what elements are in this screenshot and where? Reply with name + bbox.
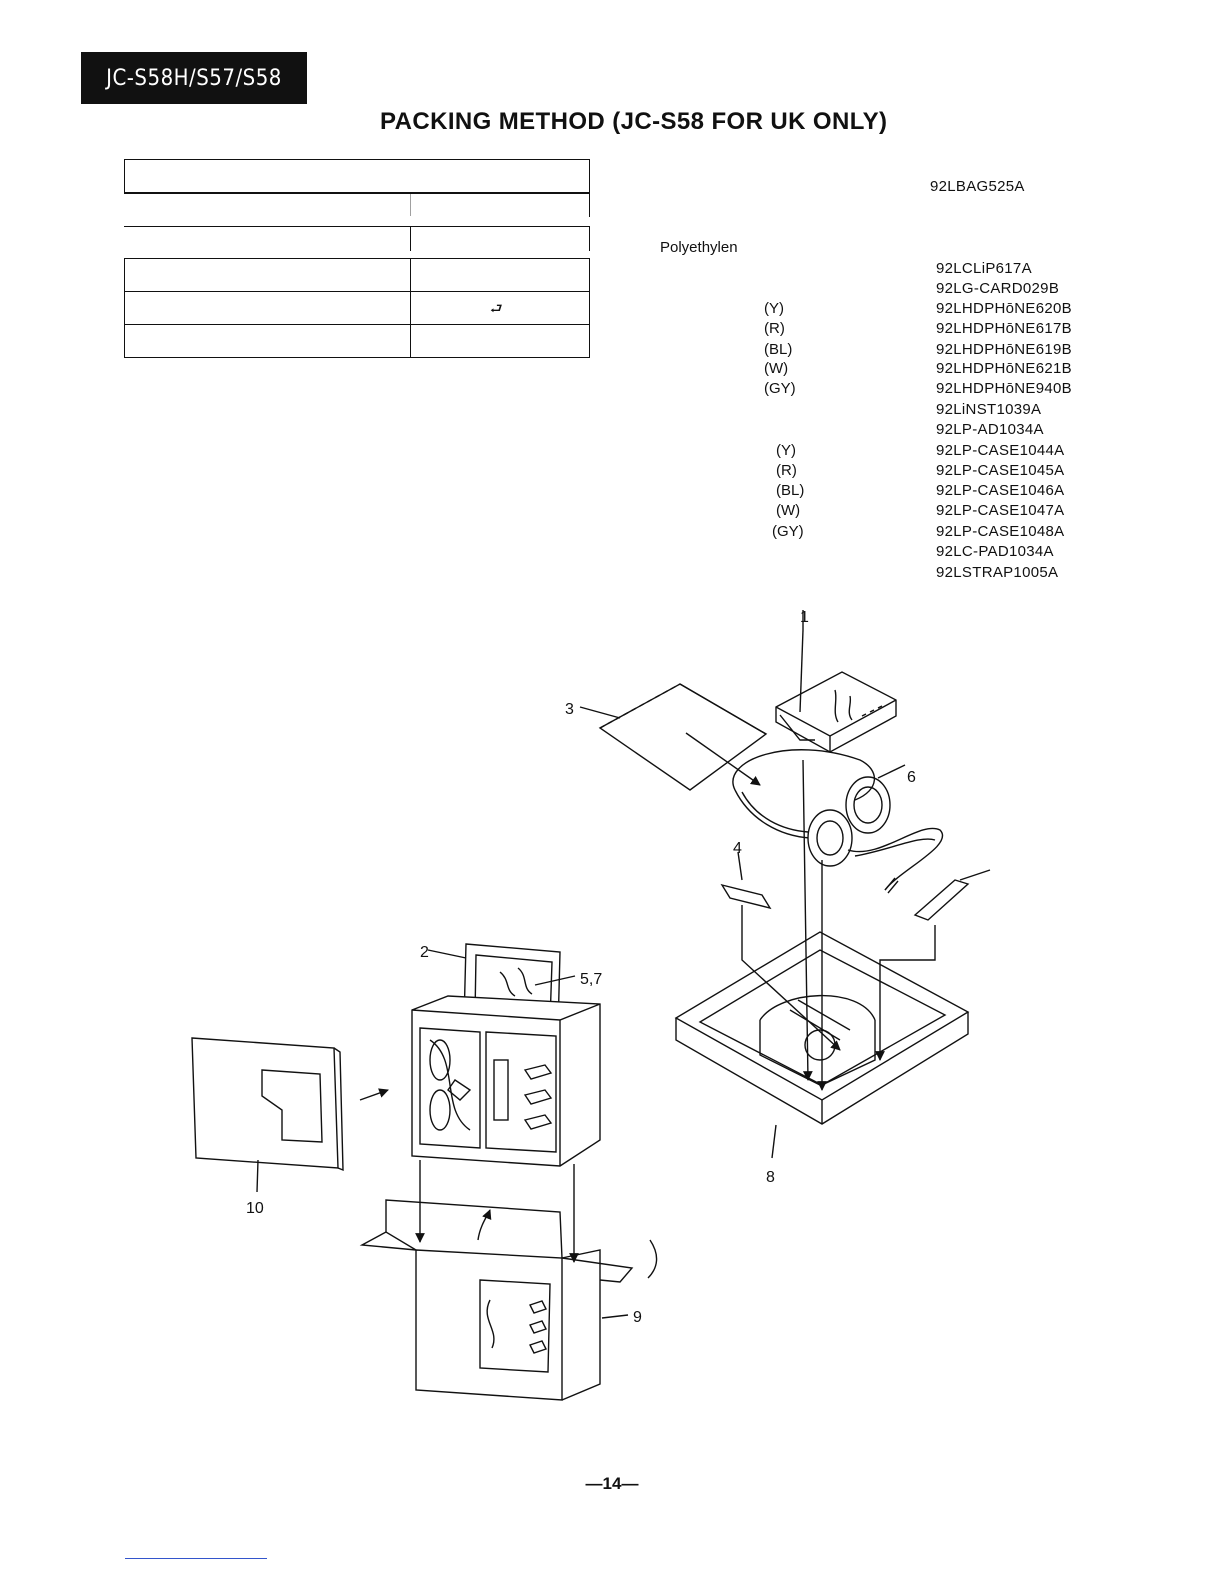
callout-10: 10 xyxy=(246,1200,264,1217)
part-number: 92LHDPHōNE621B xyxy=(936,360,1072,377)
color-code: (R) xyxy=(776,462,797,479)
part-number: 92LCLiP617A xyxy=(936,260,1032,277)
sleeve-drawing xyxy=(192,1038,343,1170)
callout-2: 2 xyxy=(420,944,429,961)
part-number: 92LBAG525A xyxy=(930,178,1025,195)
polyethylene-label: Polyethylen xyxy=(660,239,738,256)
part-number: 92LP-CASE1047A xyxy=(936,502,1065,519)
model-badge: JC-S58H/S57/S58 xyxy=(81,52,307,104)
callout-8: 8 xyxy=(766,1169,775,1186)
part-number: 92LHDPHōNE620B xyxy=(936,300,1072,317)
callout-5-7: 5,7 xyxy=(580,971,603,988)
color-code: (BL) xyxy=(776,482,805,499)
part-number: 92LHDPHōNE617B xyxy=(936,320,1072,337)
page-title: PACKING METHOD (JC-S58 FOR UK ONLY) xyxy=(380,108,888,135)
part-number: 92LiNST1039A xyxy=(936,401,1042,418)
part-number: 92LHDPHōNE940B xyxy=(936,380,1072,397)
return-arrow-icon: ⮐ xyxy=(490,300,503,316)
part-number: 92LP-CASE1046A xyxy=(936,482,1065,499)
footer-link-line xyxy=(125,1558,267,1559)
set-unit-drawing xyxy=(776,672,896,752)
color-code: (BL) xyxy=(764,341,793,358)
part-number: 92LP-CASE1048A xyxy=(936,523,1065,540)
adapter-drawing xyxy=(915,880,968,920)
display-package-drawing xyxy=(412,996,600,1166)
color-code: (R) xyxy=(764,320,785,337)
callout-9: 9 xyxy=(633,1309,642,1326)
callout-4: 4 xyxy=(733,840,742,857)
color-code: (GY) xyxy=(772,523,804,540)
color-code: (Y) xyxy=(764,300,784,317)
clip-drawing xyxy=(722,885,770,908)
callout-3: 3 xyxy=(565,701,574,718)
part-number: 92LP-AD1034A xyxy=(936,421,1044,438)
callout-1: 1 xyxy=(800,609,809,626)
callout-6: 6 xyxy=(907,769,916,786)
page-number: —14— xyxy=(585,1474,639,1493)
color-code: (Y) xyxy=(776,442,796,459)
part-number: 92LP-CASE1045A xyxy=(936,462,1065,479)
part-number: 92LC-PAD1034A xyxy=(936,543,1054,560)
polyethylene-bag-drawing xyxy=(600,684,766,790)
part-number: 92LHDPHōNE619B xyxy=(936,341,1072,358)
color-code: (W) xyxy=(764,360,789,377)
outer-carton-drawing xyxy=(362,1200,632,1400)
part-number: 92LSTRAP1005A xyxy=(936,564,1059,581)
color-code: (GY) xyxy=(764,380,796,397)
part-number: 92LG-CARD029B xyxy=(936,280,1060,297)
part-number: 92LP-CASE1044A xyxy=(936,442,1065,459)
color-code: (W) xyxy=(776,502,801,519)
